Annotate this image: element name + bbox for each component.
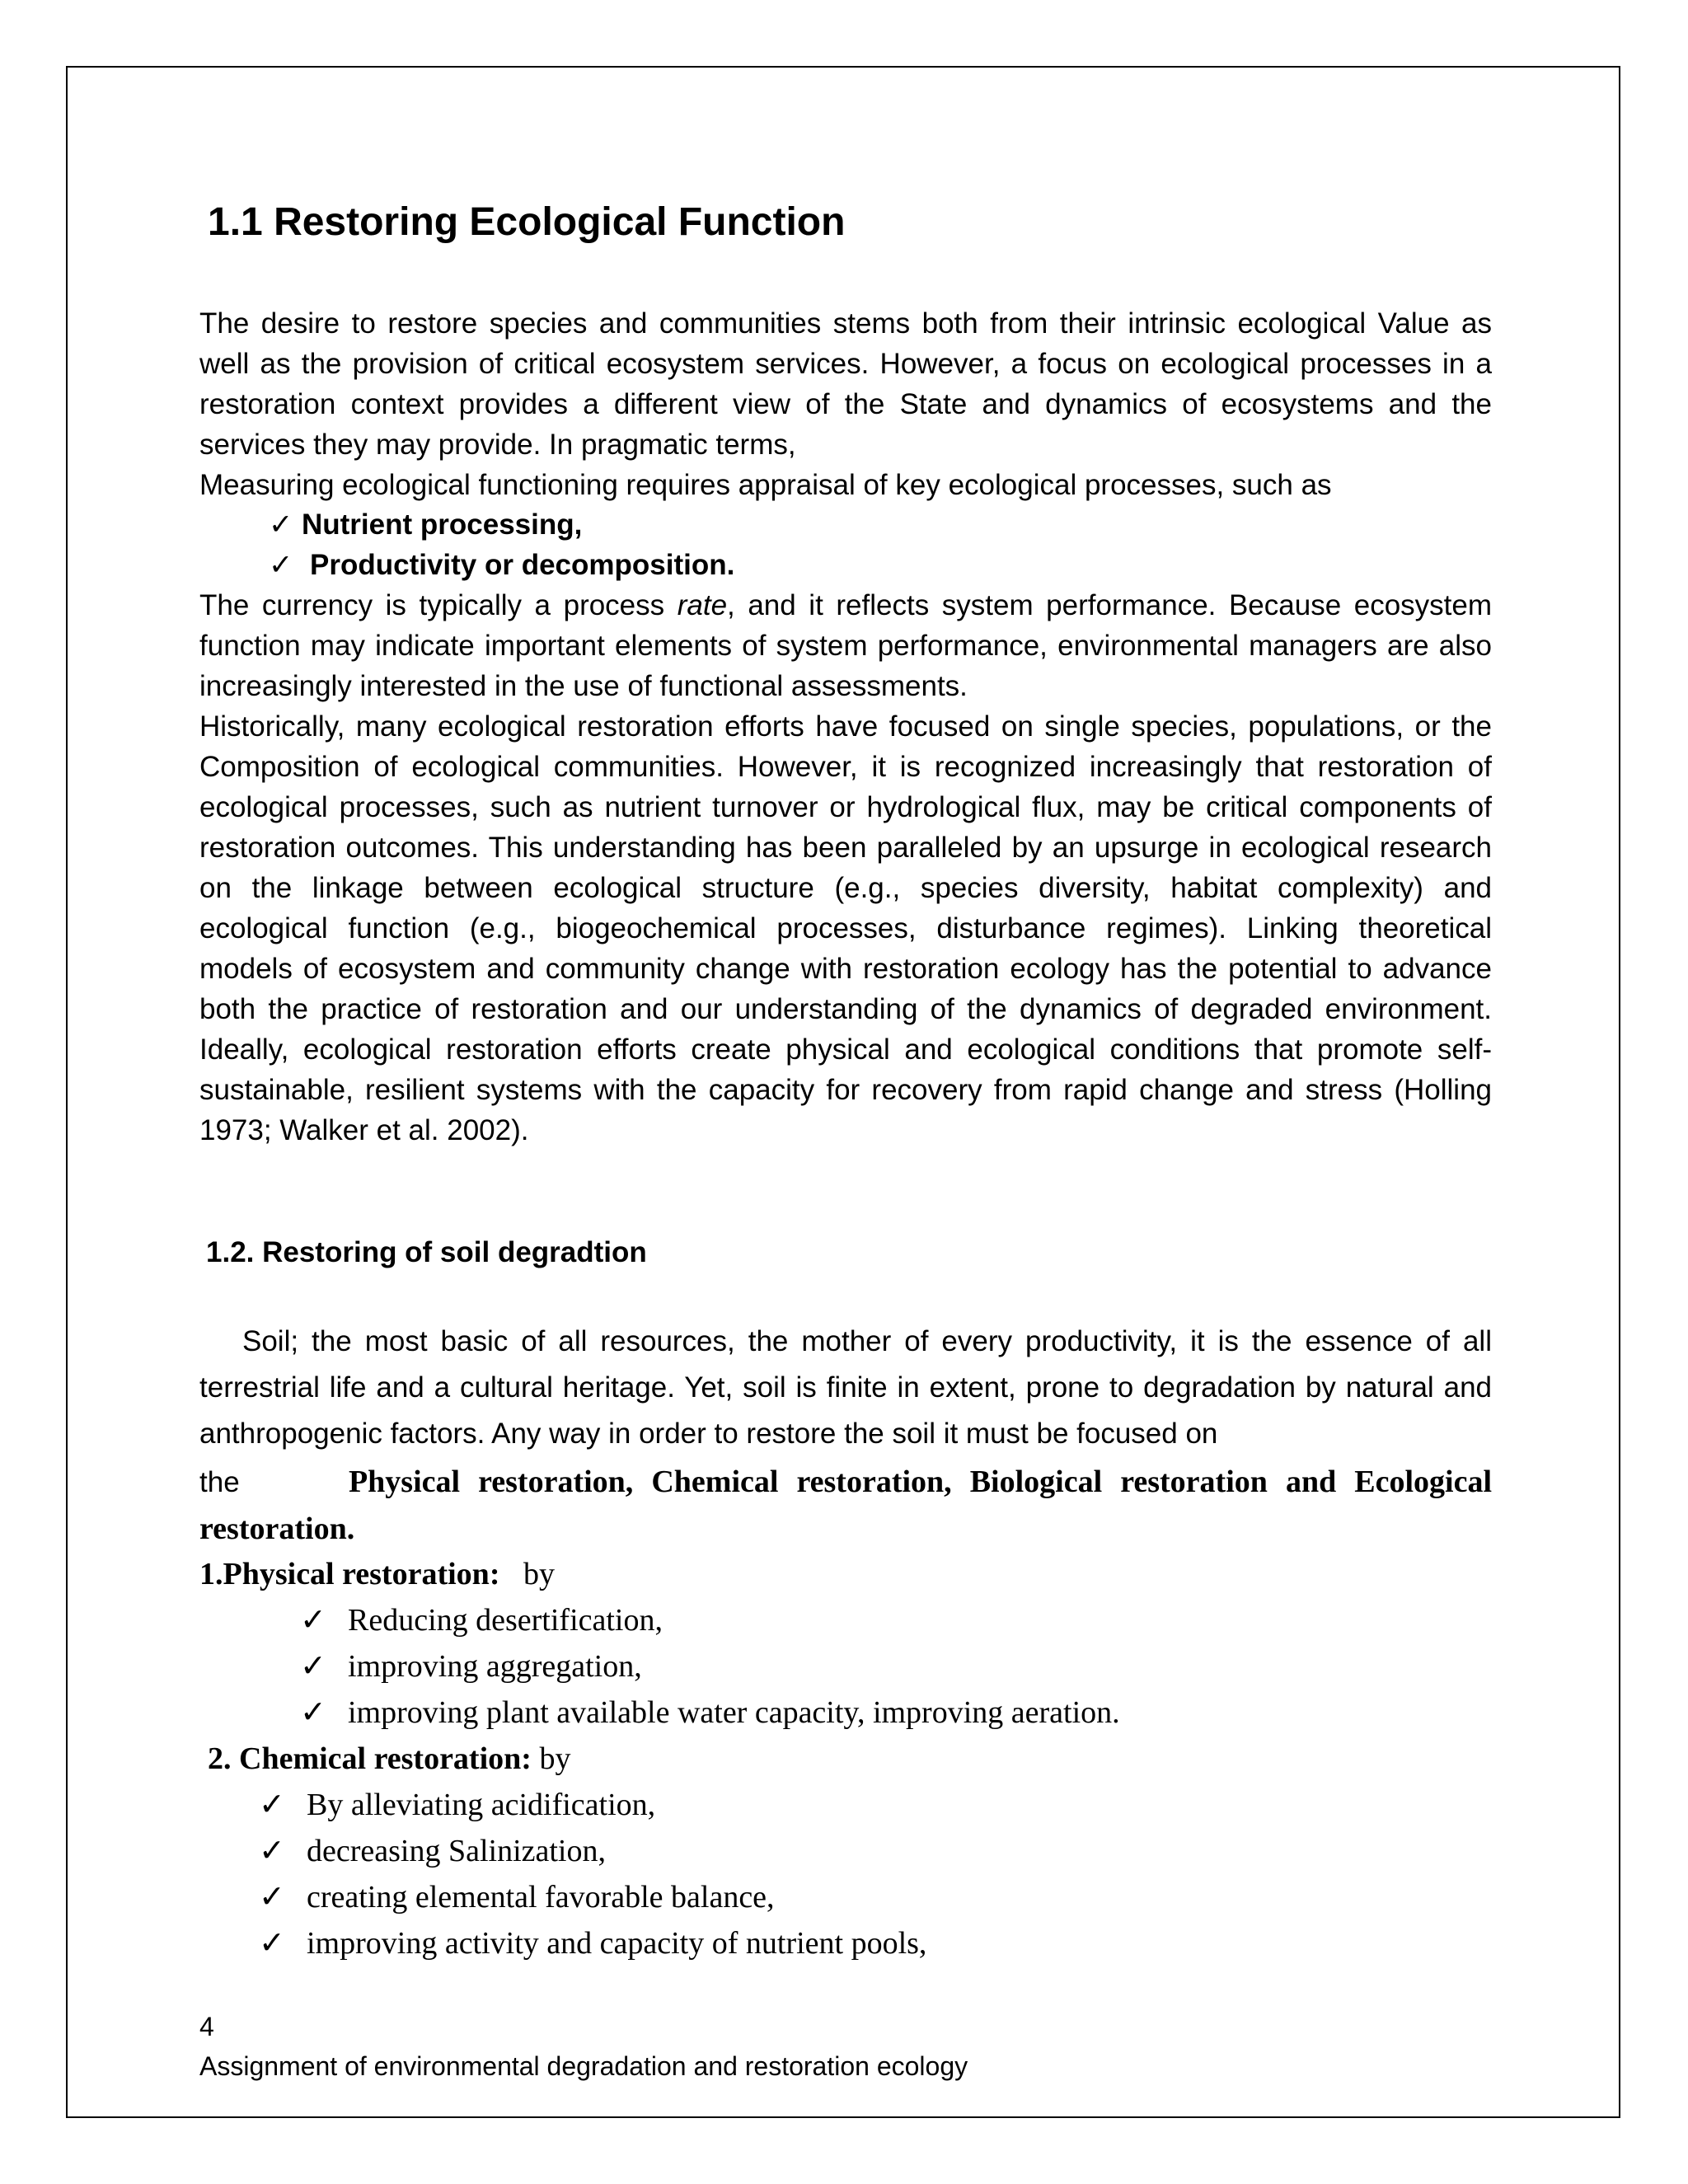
check-icon: ✓ — [300, 1695, 326, 1730]
section-heading-1-2: 1.2. Restoring of soil degradtion — [206, 1236, 647, 1268]
physical-restoration-label: 1.Physical restoration: by — [199, 1557, 555, 1591]
section-heading-1-1: 1.1 Restoring Ecological Function — [208, 200, 846, 244]
paragraph: Soil; the most basic of all resources, the mother of every productivity, it is the essence of all terrestrial life and a cultural heritage. Yet, soil is finite in extent, prone to degradation by natural and anthropogenic factors. Any way in order to restore the soil it must be focused on — [199, 1325, 1492, 1450]
check-icon: ✓ — [300, 1603, 326, 1638]
check-icon: ✓ — [269, 549, 293, 581]
soil-intro — [199, 1319, 1492, 1457]
paragraph: the Physical restoration, Chemical restoration, Biological restoration and Ecological restoration. — [199, 1465, 1493, 1546]
list-item-text: Nutrient processing, — [302, 509, 583, 541]
list-item — [269, 545, 734, 585]
section-1-para-3 — [199, 585, 1492, 1151]
check-icon: ✓ — [259, 1880, 285, 1915]
check-icon: ✓ — [300, 1649, 326, 1684]
section-1-para-1 — [199, 303, 1492, 505]
check-icon: ✓ — [259, 1926, 285, 1961]
list-item: ✓ improving plant available water capacity, improving aeration. — [300, 1690, 1120, 1736]
list-item: ✓ creating elemental favorable balance, — [259, 1874, 775, 1920]
list-item: ✓ Reducing desertification, — [300, 1597, 663, 1643]
paragraph: Measuring ecological functioning requires appraisal of key ecological processes, such as — [199, 469, 1332, 501]
list-item: ✓ improving aggregation, — [300, 1643, 642, 1690]
footer-text: Assignment of environmental degradation and restoration ecology — [199, 2051, 968, 2081]
paragraph: The desire to restore species and communities stems both from their intrinsic ecological Value as well as the provision of critical ecosystem services. However, a focus on ecological processes in a restoration context provides a different view of the State and dynamics of ecosystems and the services they may provide. In pragmatic terms, — [199, 307, 1492, 461]
paragraph: The currency is typically a process rate, and it reflects system performance. Because ecosystem function may indicate important elements of system performance, environmental managers are also increasingly interested in the use of functional assessments. — [199, 589, 1493, 702]
check-icon: ✓ — [259, 1788, 285, 1822]
soil-intro-bold — [199, 1459, 1492, 1552]
list-item — [269, 504, 582, 545]
check-icon: ✓ — [269, 509, 293, 541]
paragraph: Historically, many ecological restoration efforts have focused on single species, populations, or the Composition of ecological communities. However, it is recognized increasingly that restoration of ecological processes, such as nutrient turnover or hydrological flux, may be critical components of restoration outcomes. This understanding has been paralleled by an upsurge in ecological research on the linkage between ecological structure (e.g., species diversity, habitat complexity) and ecological function (e.g., biogeochemical processes, disturbance regimes). Linking theoretical models of ecosystem and community change with restoration ecology has the potential to advance both the practice of restoration and our understanding of the dynamics of degraded environment. Ideally, ecological restoration efforts create physical and ecological conditions that promote self-sustainable, resilient systems with the capacity for recovery from rapid change and stress (Holling 1973; Walker et al. 2002). — [199, 710, 1492, 1146]
chemical-restoration-label: 2. Chemical restoration: by — [208, 1741, 571, 1776]
check-icon: ✓ — [259, 1834, 285, 1868]
list-item: ✓ decreasing Salinization, — [259, 1828, 606, 1874]
page-number: 4 — [199, 2012, 214, 2041]
list-item-text: Productivity or decomposition. — [310, 549, 735, 581]
list-item: ✓ improving activity and capacity of nutrient pools, — [259, 1920, 926, 1966]
list-item: ✓ By alleviating acidification, — [259, 1782, 655, 1828]
